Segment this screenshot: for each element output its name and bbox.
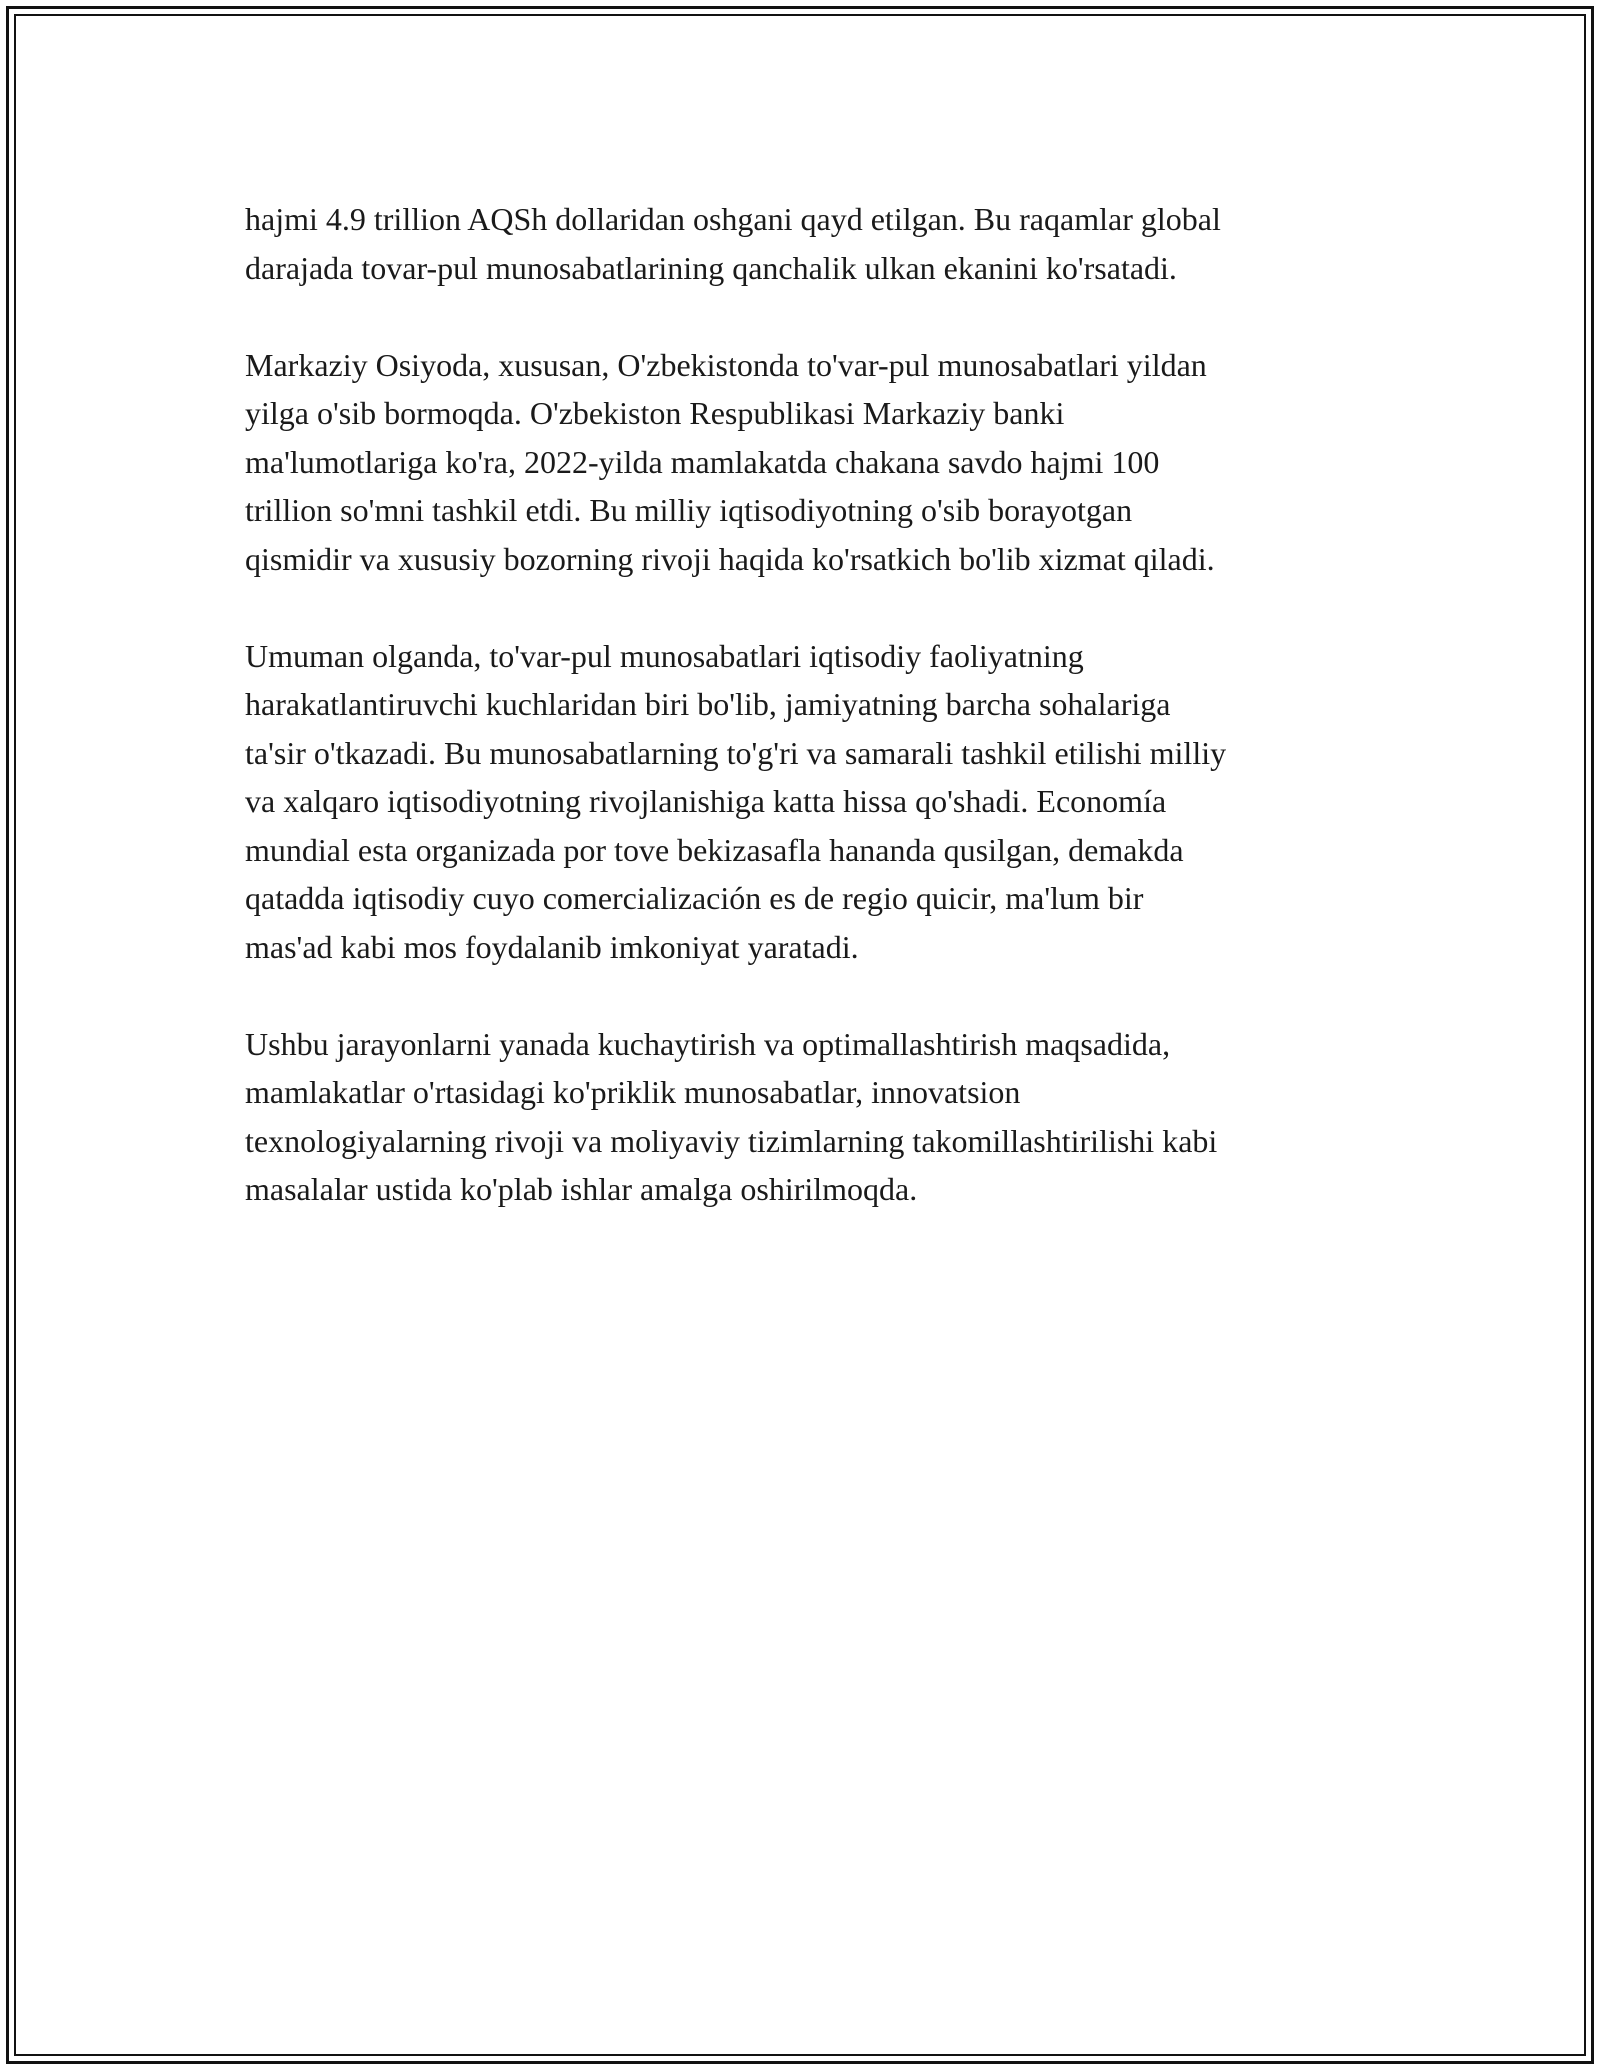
text-line: hajmi 4.9 trillion AQSh dollaridan oshgani qayd etilgan. Bu raqamlar global <box>245 201 1221 237</box>
text-line: trillion so'mni tashkil etdi. Bu milliy iqtisodiyotning o'sib borayotgan <box>245 492 1133 528</box>
text-line: yilga o'sib bormoqda. O'zbekiston Respublikasi Markaziy banki <box>245 395 1065 431</box>
text-line: texnologiyalarning rivoji va moliyaviy tizimlarning takomillashtirilishi kabi <box>245 1122 1218 1159</box>
text-line: ta'sir o'tkazadi. Bu munosabatlarning to'g'ri va samarali tashkil etilishi milliy <box>245 734 1227 771</box>
text-line: Ushbu jarayonlarni yanada kuchaytirish va optimallashtirish maqsadida, <box>245 1025 1171 1062</box>
text-line: ma'lumotlariga ko'ra, 2022-yilda mamlakatda chakana savdo hajmi 100 <box>245 443 1160 480</box>
text-line: va xalqaro iqtisodiyotning rivojlanishiga katta hissa qo'shadi. Economía <box>245 783 1167 819</box>
document-body <box>245 195 1385 1262</box>
text-line: harakatlantiruvchi kuchlaridan biri bo'lib, jamiyatning barcha sohalariga <box>245 686 1171 722</box>
paragraph-2 <box>245 341 1385 584</box>
text-line: mas'ad kabi mos foydalanib imkoniyat yaratadi. <box>245 928 859 965</box>
text-line: qismidir va xususiy bozorning rivoji haqida ko'rsatkich bo'lib xizmat qiladi. <box>245 540 1215 577</box>
text-line: darajada tovar-pul munosabatlarining qanchalik ulkan ekanini ko'rsatadi. <box>245 249 1177 286</box>
text-line: qatadda iqtisodiy cuyo comercialización es de regio quicir, ma'lum bir <box>245 880 1144 916</box>
paragraph-1 <box>245 195 1385 292</box>
text-line: masalalar ustida ko'plab ishlar amalga oshirilmoqda. <box>245 1171 918 1207</box>
text-line: mundial esta organizada por tove bekizasafla hananda qusilgan, demakda <box>245 831 1184 868</box>
text-line: Markaziy Osiyoda, xususan, O'zbekistonda to'var-pul munosabatlari yildan <box>245 346 1207 383</box>
paragraph-4 <box>245 1020 1385 1214</box>
text-line: mamlakatlar o'rtasidagi ko'priklik munosabatlar, innovatsion <box>245 1074 1021 1110</box>
text-line: Umuman olganda, to'var-pul munosabatlari iqtisodiy faoliyatning <box>245 637 1084 674</box>
paragraph-3 <box>245 632 1385 972</box>
page-border <box>6 6 1594 2064</box>
